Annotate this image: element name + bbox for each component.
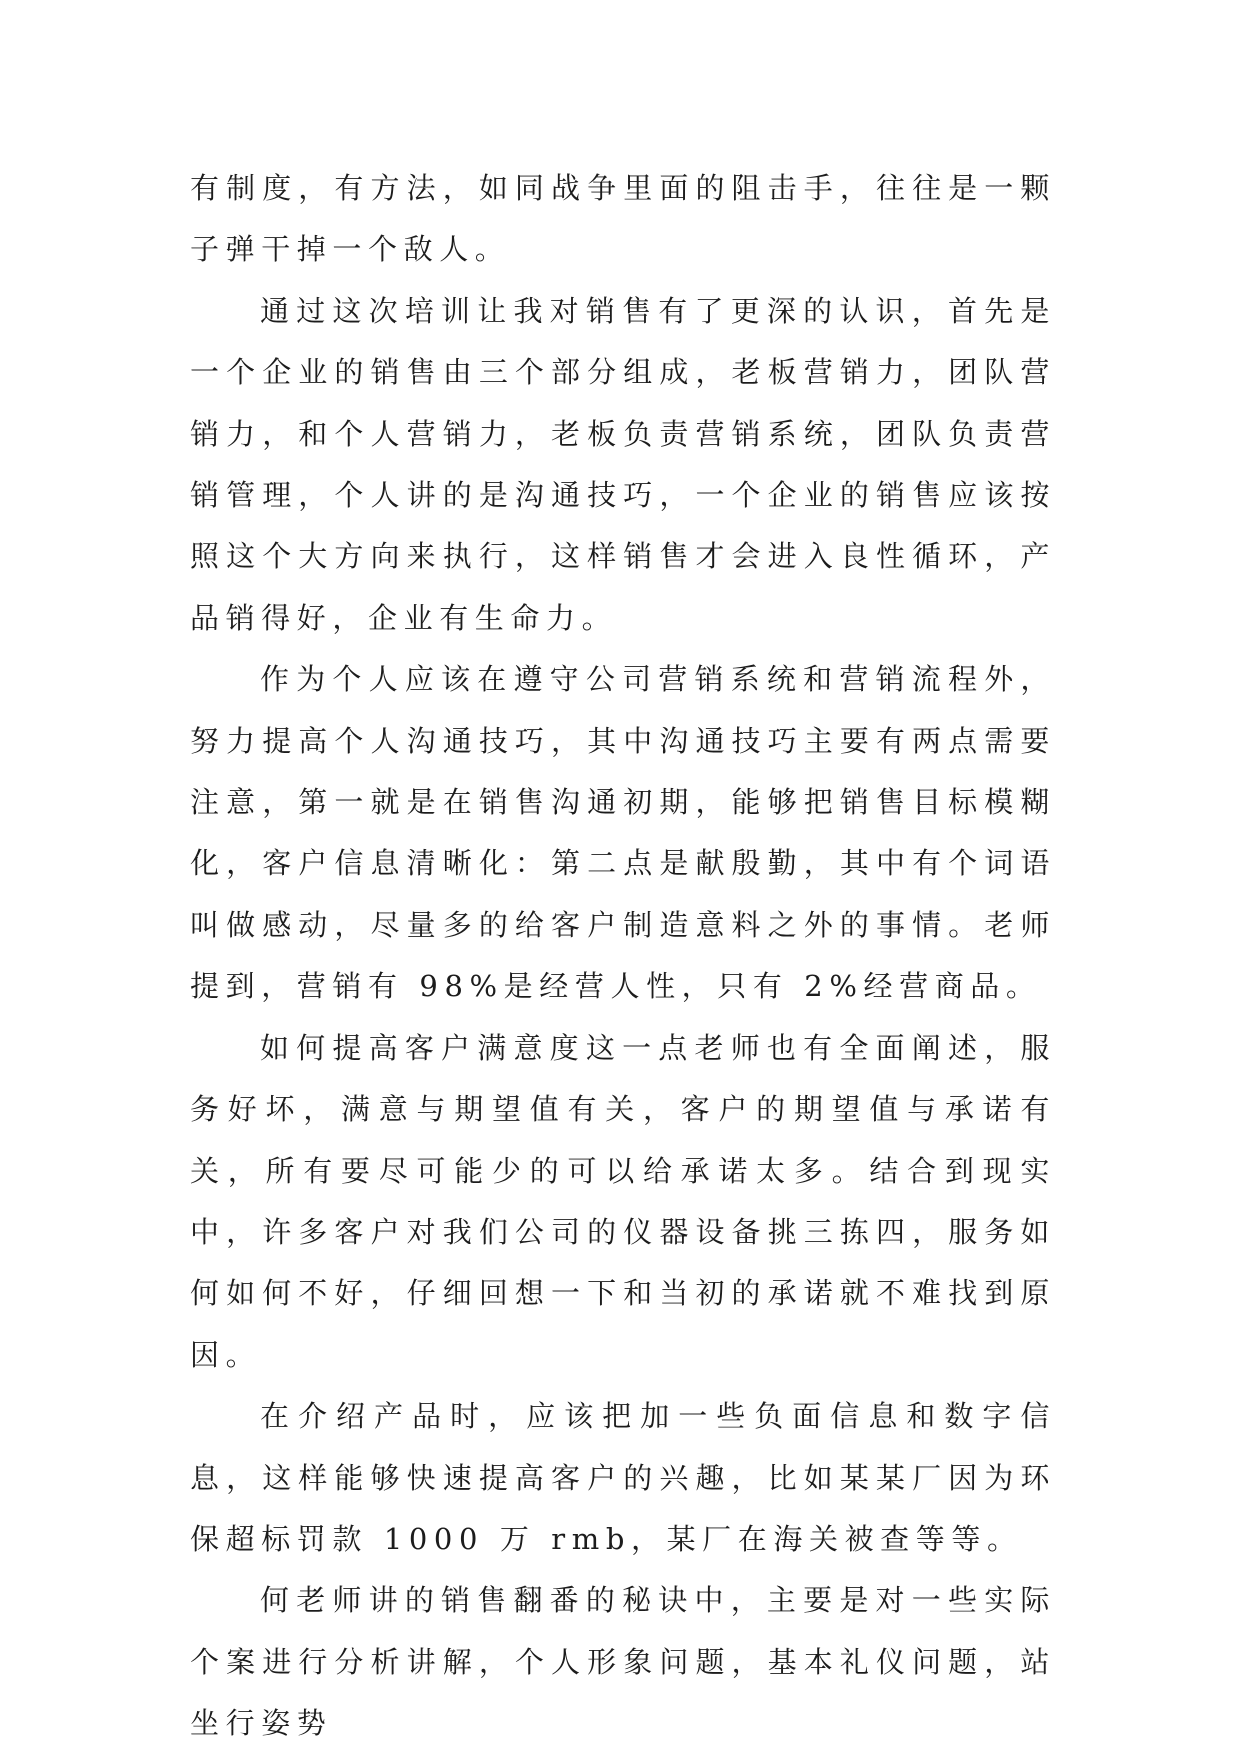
paragraph-4: 如何提高客户满意度这一点老师也有全面阐述，服务好坏，满意与期望值有关，客户的期望值与承诺有关，所有要尽可能少的可以给承诺太多。结合到现实中，许多客户对我们公司的仪器设备挑三拣四，服务如何如何不好，仔细回想一下和当初的承诺就不难找到原因。 xyxy=(190,1030,1056,1372)
paragraph-1: 有制度，有方法，如同战争里面的阻击手，往往是一颗子弹干掉一个敌人。 xyxy=(190,171,1056,267)
document-body xyxy=(190,158,1056,1755)
paragraph-3: 作为个人应该在遵守公司营销系统和营销流程外，努力提高个人沟通技巧，其中沟通技巧主要有两点需要注意，第一就是在销售沟通初期，能够把销售目标模糊化，客户信息清晰化：第二点是献殷勤，其中有个词语叫做感动，尽量多的给客户制造意料之外的事情。老师提到，营销有 98%是经营人性，只有 2%经营商品。 xyxy=(190,662,1056,1004)
paragraph-2: 通过这次培训让我对销售有了更深的认识，首先是一个企业的销售由三个部分组成，老板营销力，团队营销力，和个人营销力，老板负责营销系统，团队负责营销管理，个人讲的是沟通技巧，一个企业的销售应该按照这个大方向来执行，这样销售才会进入良性循环，产品销得好，企业有生命力。 xyxy=(190,293,1056,635)
paragraph-6: 何老师讲的销售翻番的秘诀中，主要是对一些实际个案进行分析讲解，个人形象问题，基本礼仪问题，站坐行姿势 xyxy=(190,1583,1056,1741)
paragraph-5: 在介绍产品时，应该把加一些负面信息和数字信息，这样能够快速提高客户的兴趣，比如某某厂因为环保超标罚款 1000 万 rmb，某厂在海关被查等等。 xyxy=(190,1399,1056,1556)
